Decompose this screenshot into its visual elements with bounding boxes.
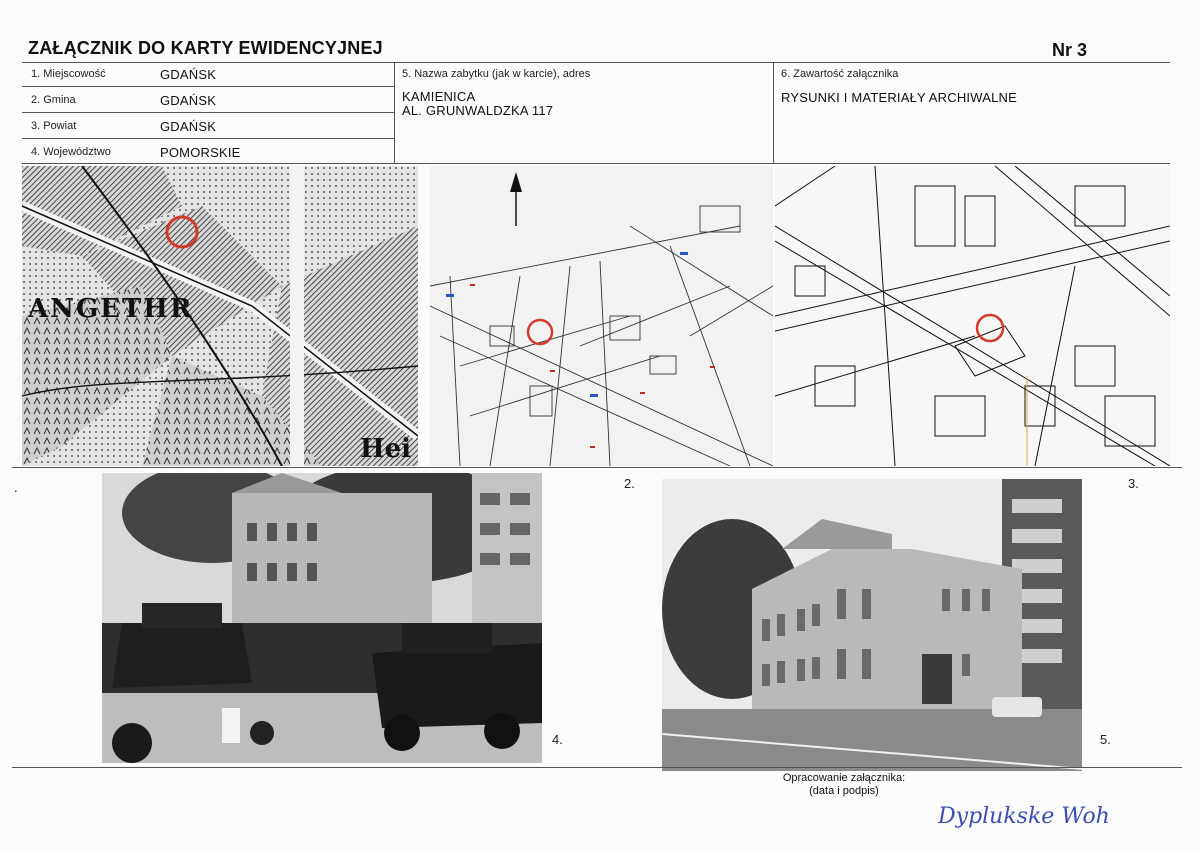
field-value-nazwa-line2: AL. GRUNWALDZKA 117 xyxy=(402,103,554,118)
table-row-divider xyxy=(22,138,394,139)
field-value-miejscowosc: GDAŃSK xyxy=(160,67,217,82)
field-label-gmina: 2. Gmina xyxy=(31,94,76,106)
photo-building-facade xyxy=(662,479,1082,771)
building-photo-drawing xyxy=(662,479,1082,771)
field-label-zawartosc: 6. Zawartość załącznika xyxy=(781,68,899,80)
image-number-1: . xyxy=(14,480,18,495)
city-plan-drawing xyxy=(775,166,1170,466)
preparation-label-line1: Opracowanie załącznika: xyxy=(782,772,906,784)
handwritten-signature: Dyplukske Woh xyxy=(938,804,1110,829)
field-value-wojewodztwo: POMORSKIE xyxy=(160,145,241,160)
footer-divider xyxy=(12,767,1182,768)
table-row-divider xyxy=(22,86,394,87)
table-row-divider xyxy=(22,112,394,113)
field-value-gmina: GDAŃSK xyxy=(160,93,217,108)
parade-photo-drawing xyxy=(102,473,542,763)
location-marker-icon xyxy=(528,320,552,344)
image-number-3: 3. xyxy=(1128,476,1139,491)
field-value-nazwa-line1: KAMIENICA xyxy=(402,89,476,104)
map-place-label: ANGETHR xyxy=(28,294,194,324)
document-number: Nr 3 xyxy=(1052,40,1088,60)
image-number-5: 5. xyxy=(1100,732,1111,747)
field-label-nazwa: 5. Nazwa zabytku (jak w karcie), adres xyxy=(402,68,591,80)
field-label-powiat: 3. Powiat xyxy=(31,120,77,132)
image-number-2: 2. xyxy=(624,476,635,491)
document-title: ZAŁĄCZNIK DO KARTY EWIDENCYJNEJ xyxy=(28,38,383,58)
field-label-miejscowosc: 1. Miejscowość xyxy=(31,68,106,80)
map-place-label-secondary: Hei xyxy=(360,434,411,464)
north-arrow-icon xyxy=(510,172,522,192)
table-col-divider xyxy=(773,62,774,164)
city-plan-image xyxy=(775,166,1170,466)
archival-photo-parade xyxy=(102,473,542,763)
field-value-powiat: GDAŃSK xyxy=(160,119,217,134)
image-number-4: 4. xyxy=(552,732,563,747)
cadastral-map-drawing xyxy=(430,166,773,466)
cadastral-map-image xyxy=(430,166,773,466)
table-top-border xyxy=(22,62,1170,63)
preparation-label xyxy=(744,772,944,798)
field-label-wojewodztwo: 4. Województwo xyxy=(31,146,111,158)
field-value-zawartosc: RYSUNKI I MATERIAŁY ARCHIWALNE xyxy=(781,90,1017,105)
preparation-label-line2: (data i podpis) xyxy=(809,785,879,797)
table-bottom-border xyxy=(22,163,1170,164)
section-divider xyxy=(12,467,1182,468)
table-col-divider xyxy=(394,62,395,164)
historic-map-image xyxy=(22,166,418,466)
